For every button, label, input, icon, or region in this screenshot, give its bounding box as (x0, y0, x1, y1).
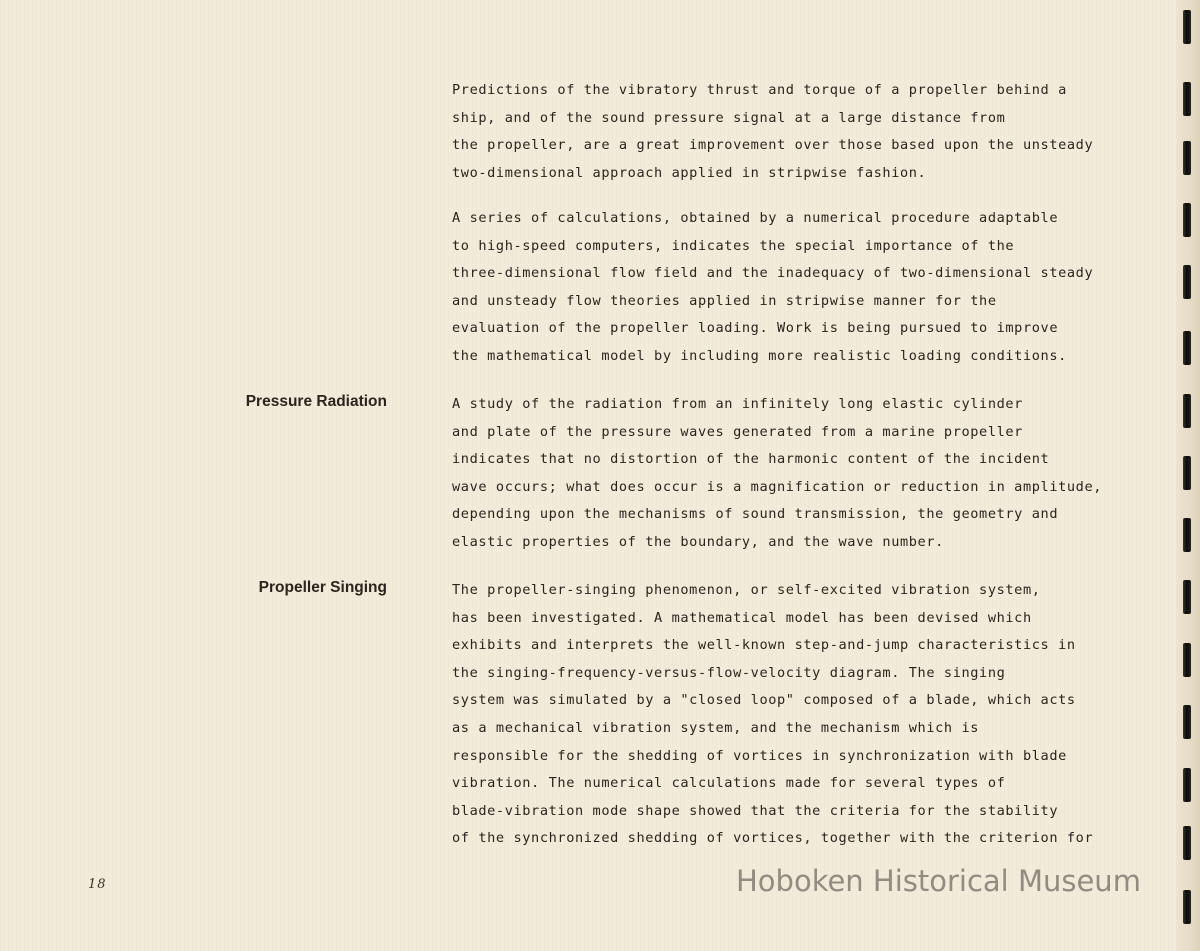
text-line: The propeller-singing phenomenon, or self-excited vibration system, (452, 582, 1041, 598)
text-line: and unsteady flow theories applied in stripwise manner for the (452, 292, 997, 309)
paragraph-propeller-singing (452, 577, 1152, 853)
section-heading-pressure-radiation: Pressure Radiation (245, 393, 387, 410)
paragraph-vibratory-thrust (452, 77, 1152, 187)
binding-ring (1183, 643, 1191, 677)
text-line: as a mechanical vibration system, and the mechanism which is (452, 719, 980, 736)
text-line: three-dimensional flow field and the inadequacy of two-dimensional steady (452, 265, 1094, 282)
binding-ring (1183, 82, 1191, 116)
binding-ring (1183, 10, 1191, 44)
watermark: Hoboken Historical Museum (736, 864, 1141, 898)
text-line: evaluation of the propeller loading. Work is being pursued to improve (452, 320, 1059, 337)
binding-ring (1183, 456, 1191, 490)
binding-ring (1183, 331, 1191, 365)
text-line: exhibits and interprets the well-known step-and-jump characteristics in (452, 637, 1076, 654)
paragraph-pressure-radiation (452, 391, 1152, 557)
binding-ring (1183, 203, 1191, 237)
text-line: two-dimensional approach applied in stripwise fashion. (452, 164, 927, 181)
paragraph-calculations (452, 205, 1152, 371)
binding-ring (1183, 890, 1191, 924)
text-line: elastic properties of the boundary, and the wave number. (452, 533, 944, 550)
text-line: the mathematical model by including more realistic loading conditions. (452, 347, 1067, 364)
binding-ring (1183, 705, 1191, 739)
text-line: the propeller, are a great improvement over those based upon the unsteady (452, 137, 1094, 154)
text-line: the singing-frequency-versus-flow-velocity diagram. The singing (452, 664, 1006, 681)
binding-ring (1183, 394, 1191, 428)
binding-ring (1183, 826, 1191, 860)
section-heading-propeller-singing: Propeller Singing (258, 579, 387, 596)
text-line: wave occurs; what does occur is a magnification or reduction in amplitude, (452, 478, 1103, 495)
text-line: has been investigated. A mathematical model has been devised which (452, 609, 1032, 626)
binding-ring (1183, 768, 1191, 802)
text-line: and plate of the pressure waves generated from a marine propeller (452, 423, 1023, 440)
text-line: to high-speed computers, indicates the special importance of the (452, 237, 1015, 254)
binding-ring (1183, 265, 1191, 299)
text-line: system was simulated by a "closed loop" composed of a blade, which acts (452, 692, 1076, 709)
page-number: 18 (88, 877, 107, 892)
binding-ring (1183, 580, 1191, 614)
binding-ring (1183, 141, 1191, 175)
text-line: A study of the radiation from an infinitely long elastic cylinder (452, 396, 1023, 412)
text-line: blade-vibration mode shape showed that the criteria for the stability (452, 802, 1059, 819)
text-line: Predictions of the vibratory thrust and torque of a propeller behind a (452, 82, 1067, 98)
text-line: of the synchronized shedding of vortices, together with the criterion for (452, 830, 1094, 847)
text-line: indicates that no distortion of the harmonic content of the incident (452, 451, 1050, 468)
text-line: responsible for the shedding of vortices in synchronization with blade (452, 747, 1067, 764)
text-line: vibration. The numerical calculations made for several types of (452, 775, 1006, 792)
text-line: A series of calculations, obtained by a numerical procedure adaptable (452, 210, 1059, 226)
binding-ring (1183, 518, 1191, 552)
text-line: ship, and of the sound pressure signal at a large distance from (452, 109, 1006, 126)
text-line: depending upon the mechanisms of sound transmission, the geometry and (452, 506, 1059, 523)
